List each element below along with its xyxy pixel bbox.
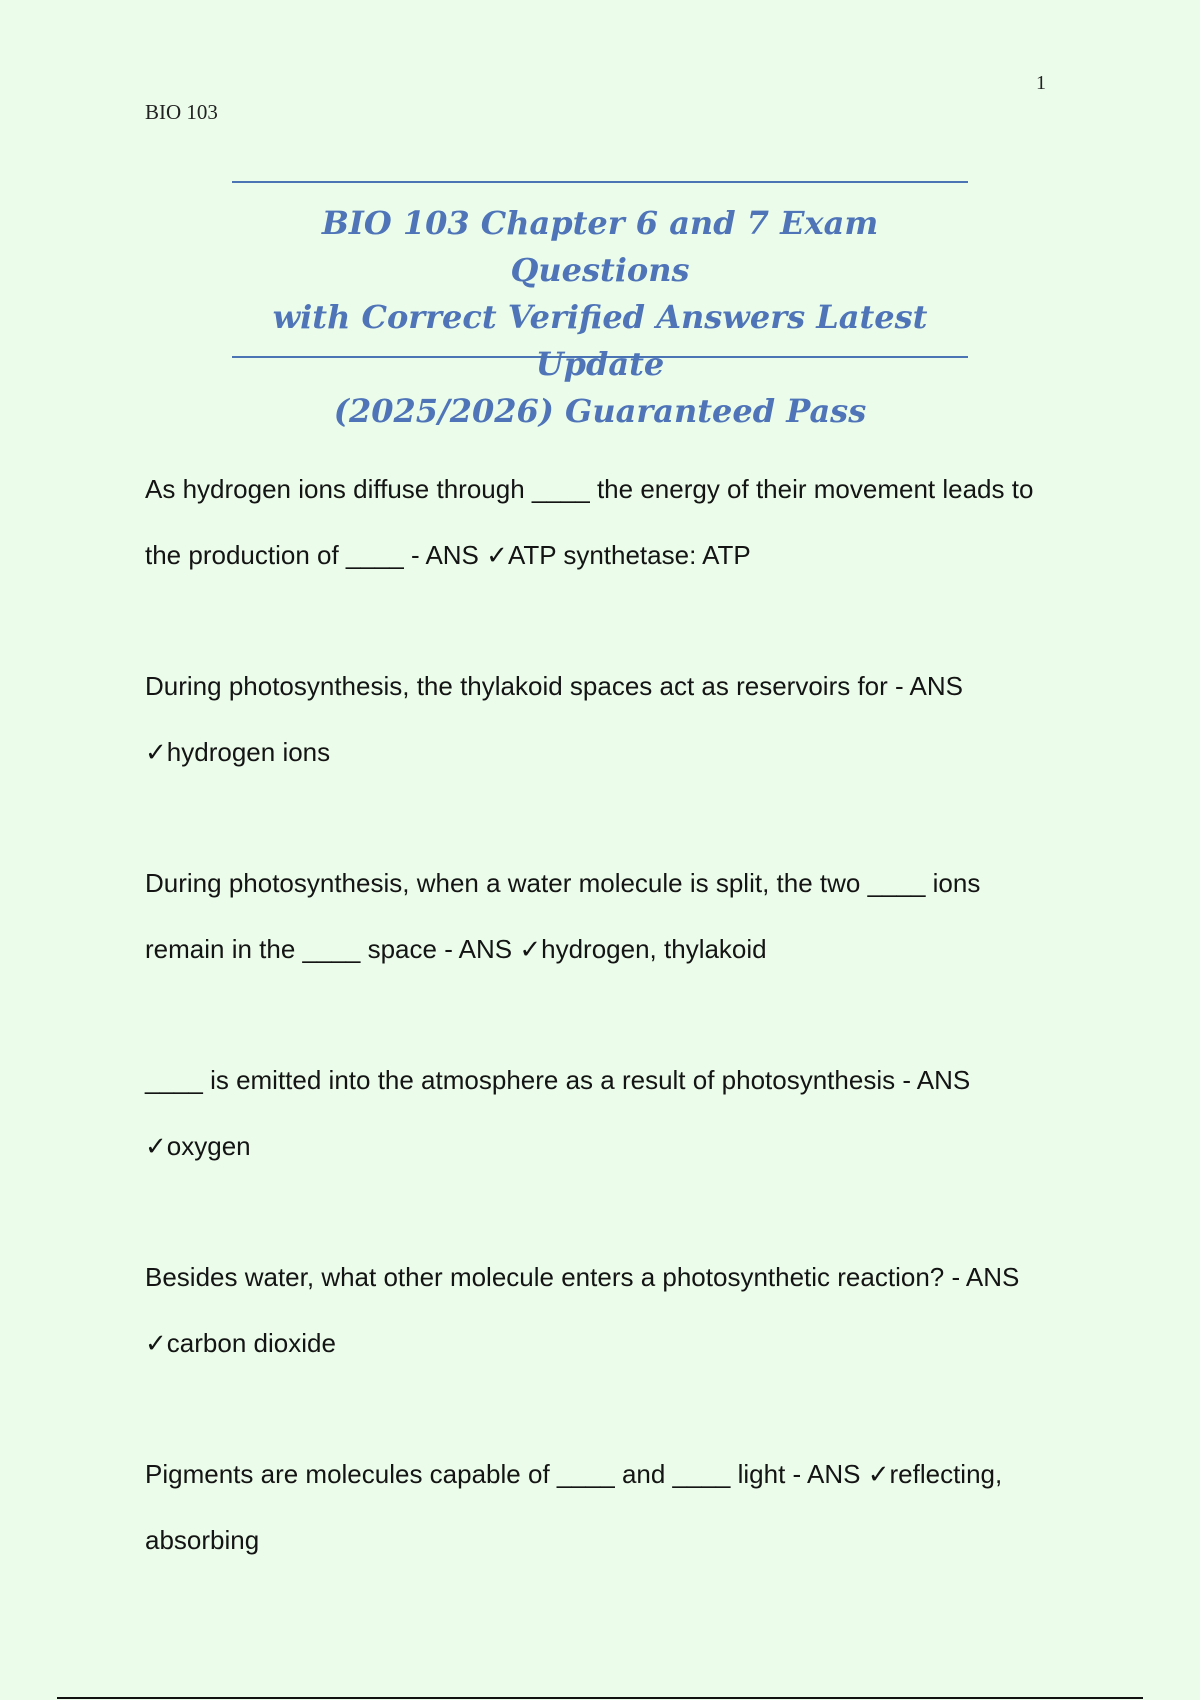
answer-prefix: ANS bbox=[425, 540, 479, 570]
title-rule-bottom bbox=[232, 356, 968, 358]
qa-item: As hydrogen ions diffuse through ____ the energy of their movement leads to the production of ____ - ANS ✓ATP synthetase: ATP bbox=[145, 474, 1041, 570]
answer-prefix: ANS bbox=[965, 1262, 1020, 1292]
qa-item: During photosynthesis, the thylakoid spaces act as reservoirs for - ANS ✓hydrogen ions bbox=[145, 671, 963, 767]
checkmark-icon: ✓ bbox=[145, 1131, 167, 1161]
question-text: Pigments are molecules capable of ____ and ____ light bbox=[145, 1459, 786, 1489]
checkmark-icon: ✓ bbox=[145, 1328, 167, 1358]
title-rule-top bbox=[232, 181, 968, 183]
checkmark-icon: ✓ bbox=[145, 737, 167, 767]
answer-prefix: ANS bbox=[458, 934, 513, 964]
question-text: Besides water, what other molecule enters a photosynthetic reaction? bbox=[145, 1262, 945, 1292]
answer-text: oxygen bbox=[166, 1131, 251, 1161]
answer-text: reflecting, absorbing bbox=[145, 1459, 1010, 1555]
question-text: During photosynthesis, the thylakoid spaces act as reservoirs for bbox=[145, 671, 888, 701]
title-line-2: with Correct Verified Answers Latest Update bbox=[272, 298, 928, 383]
qa-item: Pigments are molecules capable of ____ and ____ light - ANS ✓reflecting, absorbing bbox=[145, 1459, 1010, 1555]
course-header: BIO 103 bbox=[145, 100, 218, 124]
question-text: During photosynthesis, when a water molecule is split, the two ____ ions remain in the ____ space bbox=[145, 868, 988, 964]
qa-item: ____ is emitted into the atmosphere as a result of photosynthesis - ANS ✓oxygen bbox=[145, 1065, 971, 1161]
answer-prefix: ANS bbox=[916, 1065, 971, 1095]
title-line-3: (2025/2026) Guaranteed Pass bbox=[333, 392, 867, 430]
answer-text: carbon dioxide bbox=[166, 1328, 336, 1358]
title-line-1: BIO 103 Chapter 6 and 7 Exam Questions bbox=[321, 204, 879, 289]
qa-list bbox=[145, 456, 1065, 1638]
question-text: As hydrogen ions diffuse through ____ the energy of their movement leads to the production of ____ bbox=[145, 474, 1041, 570]
checkmark-icon: ✓ bbox=[486, 540, 508, 570]
answer-text: ATP synthetase: ATP bbox=[507, 540, 751, 570]
checkmark-icon: ✓ bbox=[519, 934, 542, 964]
checkmark-icon: ✓ bbox=[867, 1459, 890, 1489]
footer-rule bbox=[57, 1697, 1143, 1699]
answer-text: hydrogen, thylakoid bbox=[541, 934, 767, 964]
answer-text: hydrogen ions bbox=[166, 737, 331, 767]
qa-item: During photosynthesis, when a water molecule is split, the two ____ ions remain in the ____ space - ANS ✓hydrogen, thylakoid bbox=[145, 868, 988, 964]
qa-item: Besides water, what other molecule enters a photosynthetic reaction? - ANS ✓carbon dioxide bbox=[145, 1262, 1020, 1358]
page-number: 1 bbox=[1036, 72, 1046, 94]
question-text: ____ is emitted into the atmosphere as a result of photosynthesis bbox=[145, 1065, 896, 1095]
answer-prefix: ANS bbox=[807, 1459, 861, 1489]
document-title bbox=[232, 200, 968, 435]
answer-prefix: ANS bbox=[909, 671, 963, 701]
